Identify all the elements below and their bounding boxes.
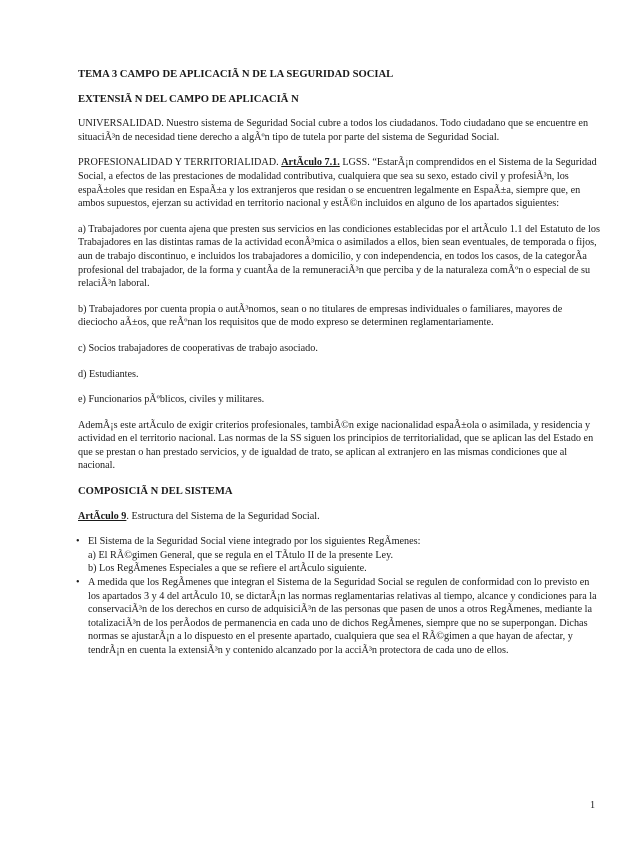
list-item-sub-a: a) El RÃ©gimen General, que se regula en el TÃtulo II de la presente Ley. [88,549,394,561]
document-title: TEMA 3 CAMPO DE APLICACIÃ N DE LA SEGURIDAD SOCIAL [78,69,394,80]
paragraph-item-d: d) Estudiantes. [78,368,139,380]
profesionalidad-lead: PROFESIONALIDAD Y TERRITORIALIDAD. [78,157,282,169]
paragraph-item-c: c) Socios trabajadores de cooperativas de trabajo asociado. [78,342,318,354]
list-item [78,535,600,576]
bullet-icon: • [76,536,80,548]
article-7-1-reference: ArtÃculo 7.1. [281,157,340,169]
paragraph-item-b: b) Trabajadores por cuenta propia o autÃ³nomos, sean o no titulares de empresas individuales o familiares, mayores de dieciocho aÃ±os, que reÃºnan los requisitos que de modo expreso se determinen reglamentariamente. [78,303,563,329]
list-item [78,576,600,658]
article-9-list [78,535,600,657]
paragraph-articulo-9 [78,510,600,524]
section-heading-composicion: COMPOSICIÃ N DEL SISTEMA [78,486,233,498]
page-number: 1 [590,800,596,811]
paragraph-profesionalidad [78,156,600,210]
paragraph-universalidad: UNIVERSALIDAD. Nuestro sistema de Seguridad Social cubre a todos los ciudadanos. Todo ciudadano que se encuentre en situaciÃ³n de necesidad tiene derecho a algÃºn tipo de tutela por parte del sistema de Seguridad Social. [78,118,589,143]
profesionalidad-text: LGSS. “EstarÃ¡n comprendidos en el Sistema de la Seguridad Social, a efectos de las prestaciones de modalidad contributiva, cualquiera que sea su sexo, estado civil y profesiÃ³n, los espaÃ±oles que residan en EspaÃ±a y los extranjeros que residan o se encuentren legalmente en EspaÃ±a, siempre que, en ambos supuestos, ejerzan su actividad en territorio nacional y estÃ©n incluidos en alguno de los apartados siguientes: [78,157,597,210]
bullet-icon: • [76,577,80,589]
paragraph-item-e: e) Funcionarios pÃºblicos, civiles y militares. [78,394,265,406]
document-page [78,58,600,658]
article-9-reference: ArtÃculo 9 [78,510,127,522]
paragraph-item-a: a) Trabajadores por cuenta ajena que presten sus servicios en las condiciones establecidas por el artÃculo 1.1 del Estatuto de los Trabajadores en las distintas ramas de la actividad econÃ³mica o asimilados a ellos, bien sean eventuales, de temporada o fijos, aun de trabajo discontinuo, e incluidos los trabajadores a domicilio, y con independencia, en todos los casos, de la categorÃa profesional del trabajador, de la forma y cuantÃa de la remuneraciÃ³n que perciba y de la naturaleza comÃºn o especial de su relaciÃ³n laboral. [78,223,600,290]
list-item-main: El Sistema de la Seguridad Social viene integrado por los siguientes RegÃmenes: [88,536,421,548]
paragraph-ademas: AdemÃ¡s este artÃculo de exigir criterios profesionales, tambiÃ©n exige nacionalidad espaÃ±ola o asimilada, y residencia y actividad en el territorio nacional. Las normas de la SS siguen los principios de territorialidad, que se aplican las del Estado en que se prestan o han prestado servicios, y de igualdad de trato, se aplican al extranjero en las mismas condiciones que al nacional. [78,419,594,472]
article-9-text: . Estructura del Sistema de la Seguridad Social. [126,510,320,522]
list-item-sub-b: b) Los RegÃmenes Especiales a que se refiere el artÃculo siguiente. [88,563,367,575]
section-heading-extension: EXTENSIÃ N DEL CAMPO DE APLICACIÃ N [78,93,299,105]
list-item-text: A medida que los RegÃmenes que integran el Sistema de la Seguridad Social se regulen de conformidad con lo previsto en los apartados 3 y 4 del artÃculo 10, se dictarÃ¡n las normas reglamentarias relativas al tiempo, alcance y condiciones para la conservaciÃ³n de los derechos en curso de adquisiciÃ³n de las personas que pasen de unos a otros RegÃmenes, mediante la totalizaciÃ³n de los perÃodos de permanencia en cada uno de dichos RegÃmenes, siempre que no se superpongan. Dichas normas se ajustarÃ¡n a lo dispuesto en el presente apartado, cualquiera que sea el RÃ©gimen a que hayan de afectar, y tendrÃ¡n en cuenta la extensiÃ³n y contenido alcanzado por la acciÃ³n protectora de cada uno de ellos. [88,577,597,656]
